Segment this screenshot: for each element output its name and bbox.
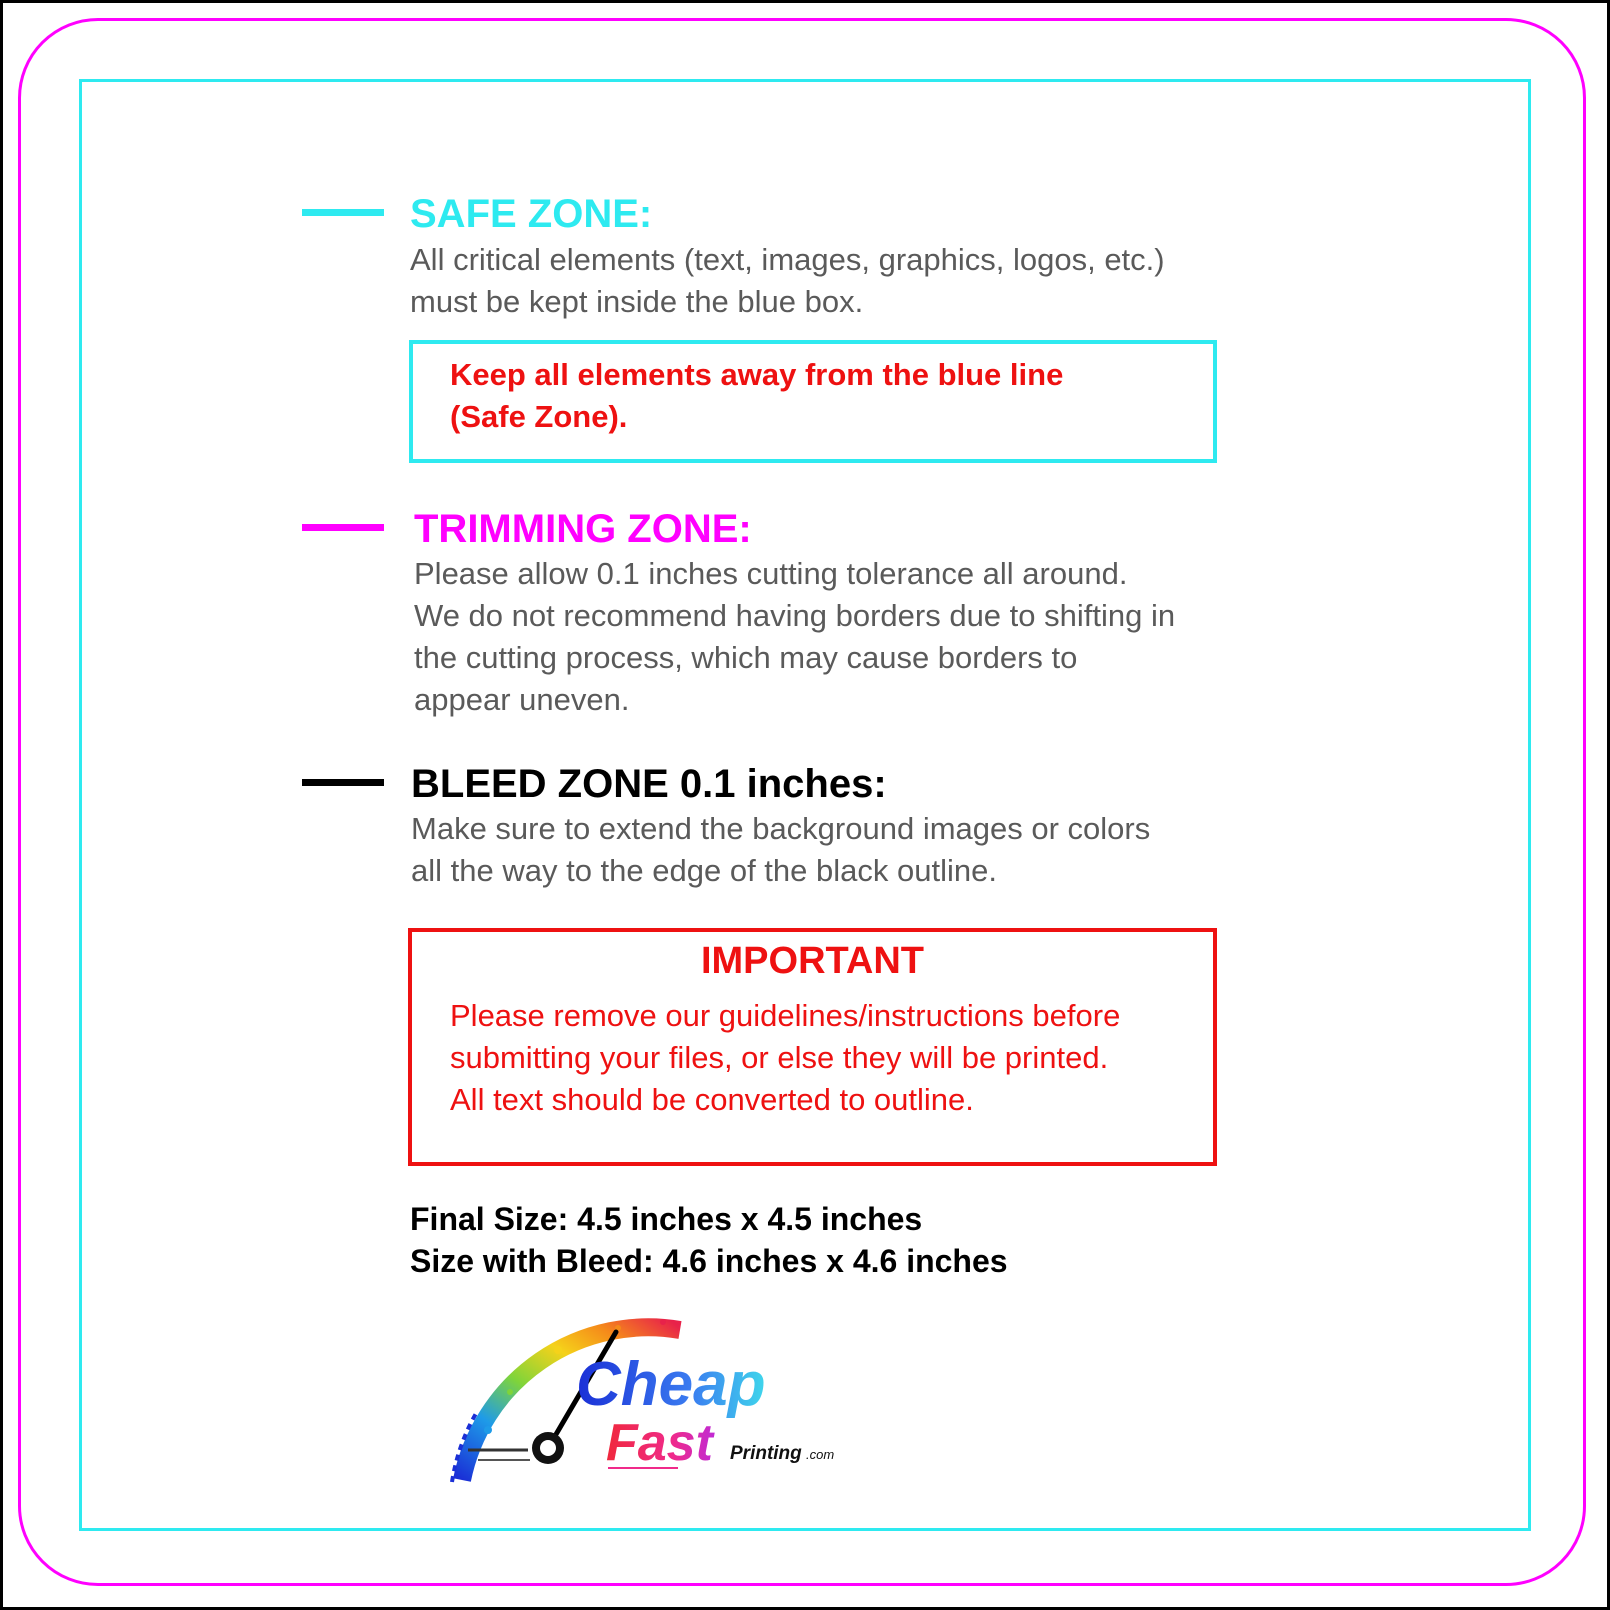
size-info	[410, 1198, 1008, 1282]
important-description	[450, 995, 1120, 1121]
trimming-zone-line: the cutting process, which may cause borders to	[414, 640, 1078, 675]
trimming-zone-line: appear uneven.	[414, 682, 630, 717]
bleed-zone-legend-swatch	[302, 779, 384, 786]
trimming-zone-line: Please allow 0.1 inches cutting tolerance all around.	[414, 556, 1128, 591]
bleed-zone-line: all the way to the edge of the black outline.	[411, 853, 997, 888]
safe-zone-note-line: (Safe Zone).	[450, 399, 628, 434]
cheap-fast-printing-logo	[448, 1310, 848, 1490]
important-line: Please remove our guidelines/instructions before	[450, 998, 1121, 1033]
safe-zone-title: SAFE ZONE:	[410, 192, 653, 236]
safe-zone-line: must be kept inside the blue box.	[410, 284, 864, 319]
safe-zone-line: All critical elements (text, images, graphics, logos, etc.)	[410, 242, 1165, 277]
logo-word-cheap: Cheap	[576, 1350, 766, 1419]
safe-zone-note-box	[409, 340, 1217, 463]
trimming-zone-description	[414, 553, 1175, 721]
final-size: Final Size: 4.5 inches x 4.5 inches	[410, 1201, 923, 1237]
bleed-zone-description	[411, 808, 1150, 892]
trimming-zone-line: We do not recommend having borders due to shifting in	[414, 598, 1176, 633]
safe-zone-note	[450, 354, 1063, 438]
speedometer-logo-icon	[448, 1310, 848, 1490]
important-line: All text should be converted to outline.	[450, 1082, 974, 1117]
important-title: IMPORTANT	[700, 940, 925, 982]
size-with-bleed: Size with Bleed: 4.6 inches x 4.6 inches	[410, 1243, 1008, 1279]
logo-suffix: .com	[806, 1447, 835, 1462]
logo-word-fast: Fast	[606, 1414, 713, 1472]
safe-zone-description	[410, 239, 1165, 323]
safe-zone-legend-swatch	[302, 209, 384, 216]
bleed-zone-line: Make sure to extend the background images or colors	[411, 811, 1151, 846]
logo-word-printing: Printing	[730, 1443, 802, 1464]
trimming-zone-title: TRIMMING ZONE:	[414, 507, 752, 551]
trimming-zone-legend-swatch	[302, 524, 384, 531]
important-box	[408, 928, 1217, 1166]
bleed-zone-title: BLEED ZONE 0.1 inches:	[411, 762, 887, 806]
important-line: submitting your files, or else they will be printed.	[450, 1040, 1109, 1075]
safe-zone-note-line: Keep all elements away from the blue line	[450, 357, 1064, 392]
